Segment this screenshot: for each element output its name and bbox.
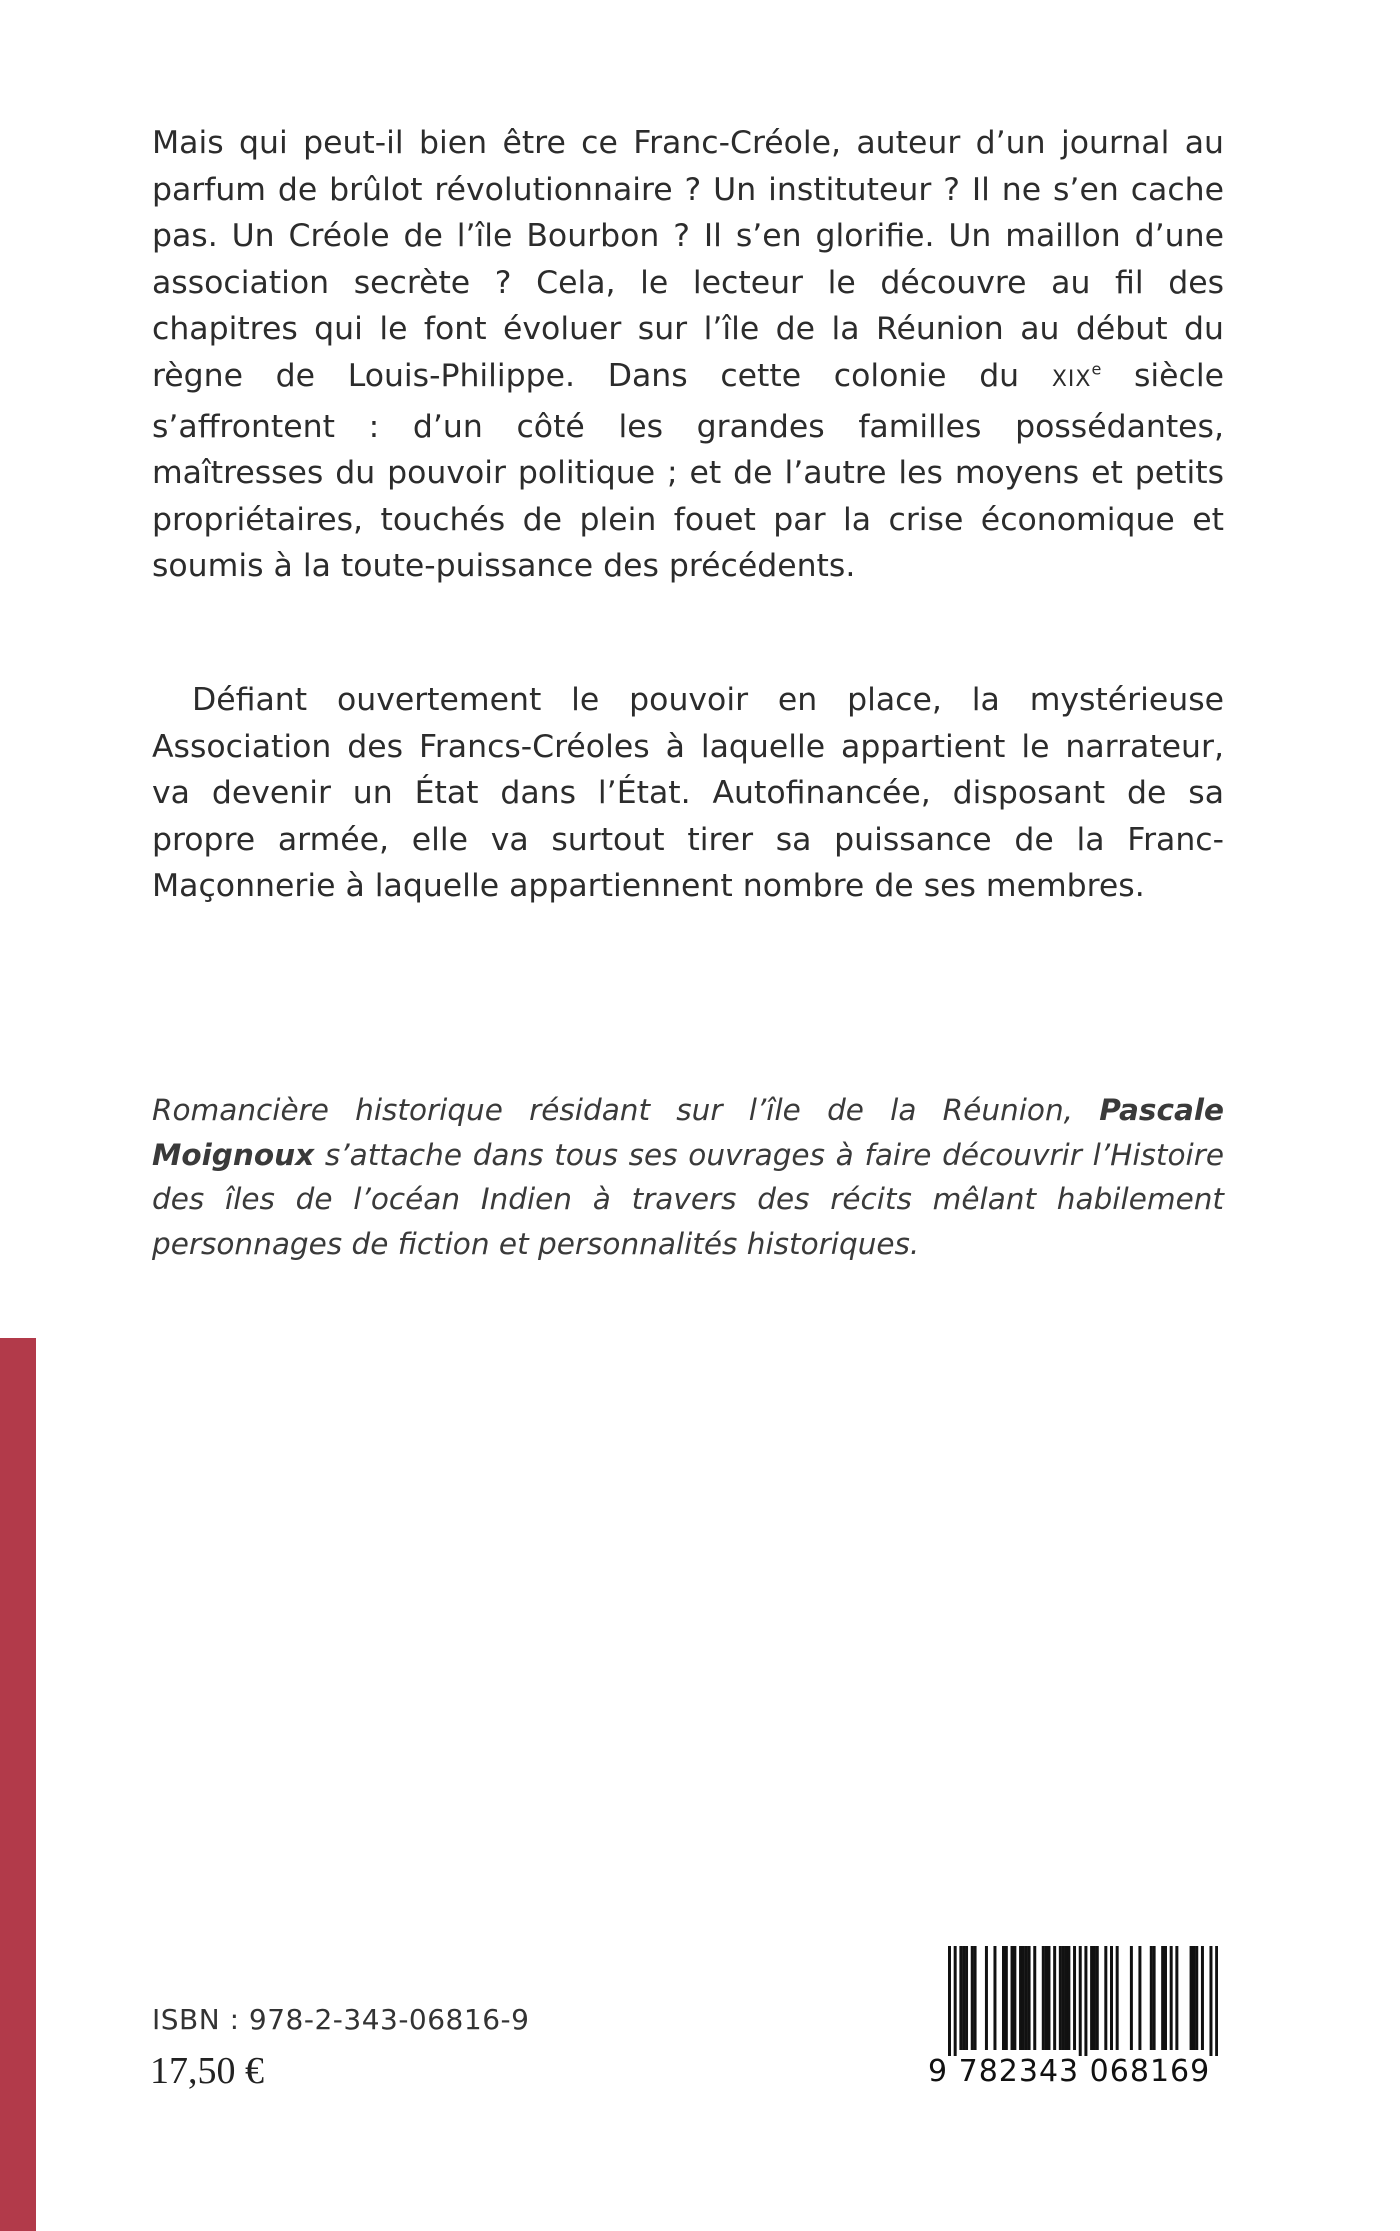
barcode-bar xyxy=(1192,1946,1195,2050)
barcode-bar xyxy=(985,1946,988,2050)
barcode-bar xyxy=(1201,1946,1204,2050)
synopsis-paragraph-1 xyxy=(152,120,1224,590)
barcode-bar xyxy=(1190,1946,1193,2050)
barcode-bar xyxy=(1195,1946,1198,2050)
barcode-bar xyxy=(1170,1946,1173,2050)
barcode-bar xyxy=(1019,1946,1022,2050)
barcode-bar xyxy=(1110,1946,1113,2050)
barcode-bar xyxy=(1153,1946,1156,2050)
barcode-bar xyxy=(1059,1946,1062,2050)
barcode-bar xyxy=(1022,1946,1025,2050)
barcode-bar xyxy=(1042,1946,1045,2050)
barcode-bar xyxy=(954,1946,957,2056)
barcode-bar xyxy=(1079,1946,1082,2056)
author-name: Pascale Moignoux xyxy=(152,1093,1224,1172)
barcode-bar xyxy=(971,1946,974,2050)
barcode-bar xyxy=(1011,1946,1014,2050)
barcode-bar xyxy=(1045,1946,1048,2050)
century-superscript: e xyxy=(1091,359,1102,379)
barcode-bar xyxy=(974,1946,977,2050)
barcode-bar xyxy=(1130,1946,1133,2050)
barcode-bars xyxy=(948,1946,1218,2056)
isbn-label: ISBN : 978-2-343-06816-9 xyxy=(152,2003,530,2036)
barcode-bar xyxy=(1116,1946,1119,2050)
barcode-bar xyxy=(1033,1946,1036,2050)
barcode-bar xyxy=(1062,1946,1065,2050)
synopsis-text-2: Défiant ouvertement le pouvoir en place, la mystérieuse Association des Francs-Créoles à laquelle appartient le narrateur, va devenir un État dans l’État. Autofinancée, disposant de sa propre armée, elle va surtout tirer sa puissance de la Franc-Maçonnerie à laquelle appartiennent nombre de ses membres. xyxy=(152,682,1224,905)
price-label: 17,50 € xyxy=(150,2050,264,2092)
author-bio-text-b: s’attache dans tous ses ouvrages à faire découvrir l’Histoire des îles de l’océan Indien à travers des récits mêlant habilement personnages de fiction et personnalités historiques. xyxy=(152,1137,1224,1261)
barcode-bar xyxy=(1138,1946,1141,2050)
barcode xyxy=(928,1946,1218,2114)
barcode-bar xyxy=(1073,1946,1076,2050)
synopsis-text-1a: Mais qui peut-il bien être ce Franc-Créole, auteur d’un journal au parfum de brûlot révolutionnaire ? Un instituteur ? Il ne s’en cache pas. Un Créole de l’île Bourbon ? Il s’en glorifie. Un maillon d’une association secrète ? Cela, le lecteur le découvre au fil des chapitres qui le font évoluer sur l’île de la Réunion au début du règne de Louis-Philippe. Dans cette colonie du xyxy=(152,125,1224,394)
barcode-bar xyxy=(1084,1946,1087,2056)
barcode-bar xyxy=(1150,1946,1153,2050)
barcode-bar xyxy=(1104,1946,1107,2050)
author-bio-text-a: Romancière historique résidant sur l’île de la Réunion, xyxy=(152,1093,1100,1127)
barcode-bar xyxy=(1215,1946,1218,2056)
barcode-bar xyxy=(1164,1946,1167,2050)
synopsis-paragraph-2 xyxy=(152,677,1224,910)
barcode-bar xyxy=(1161,1946,1164,2050)
barcode-bar xyxy=(962,1946,965,2050)
barcode-bar xyxy=(1002,1946,1005,2050)
barcode-bar xyxy=(1065,1946,1068,2050)
barcode-bar xyxy=(1067,1946,1070,2050)
barcode-bar xyxy=(1028,1946,1031,2050)
barcode-bar xyxy=(1096,1946,1099,2050)
barcode-bar xyxy=(959,1946,962,2050)
barcode-bar xyxy=(1175,1946,1178,2050)
barcode-bar xyxy=(1053,1946,1056,2050)
barcode-bar xyxy=(1013,1946,1016,2050)
barcode-bar xyxy=(965,1946,968,2050)
barcode-bar xyxy=(993,1946,996,2050)
barcode-bar xyxy=(1093,1946,1096,2050)
barcode-bar xyxy=(1047,1946,1050,2050)
century-numeral: XIX xyxy=(1051,366,1092,392)
barcode-bar xyxy=(1090,1946,1093,2050)
author-bio xyxy=(152,1088,1224,1266)
barcode-bar xyxy=(1209,1946,1212,2056)
barcode-bar xyxy=(948,1946,951,2056)
barcode-bar xyxy=(1025,1946,1028,2050)
barcode-bar xyxy=(1005,1946,1008,2050)
synopsis-text-1b: siècle s’affrontent : d’un côté les grandes familles possédantes, maîtresses du pouvoir politique ; et de l’autre les moyens et petits propriétaires, touchés de plein fouet par la crise économique et soumis à la toute-puissance des précédents. xyxy=(152,357,1224,585)
barcode-digits: 9 782343 068169 xyxy=(928,2054,1211,2089)
accent-bar xyxy=(0,1338,36,2231)
